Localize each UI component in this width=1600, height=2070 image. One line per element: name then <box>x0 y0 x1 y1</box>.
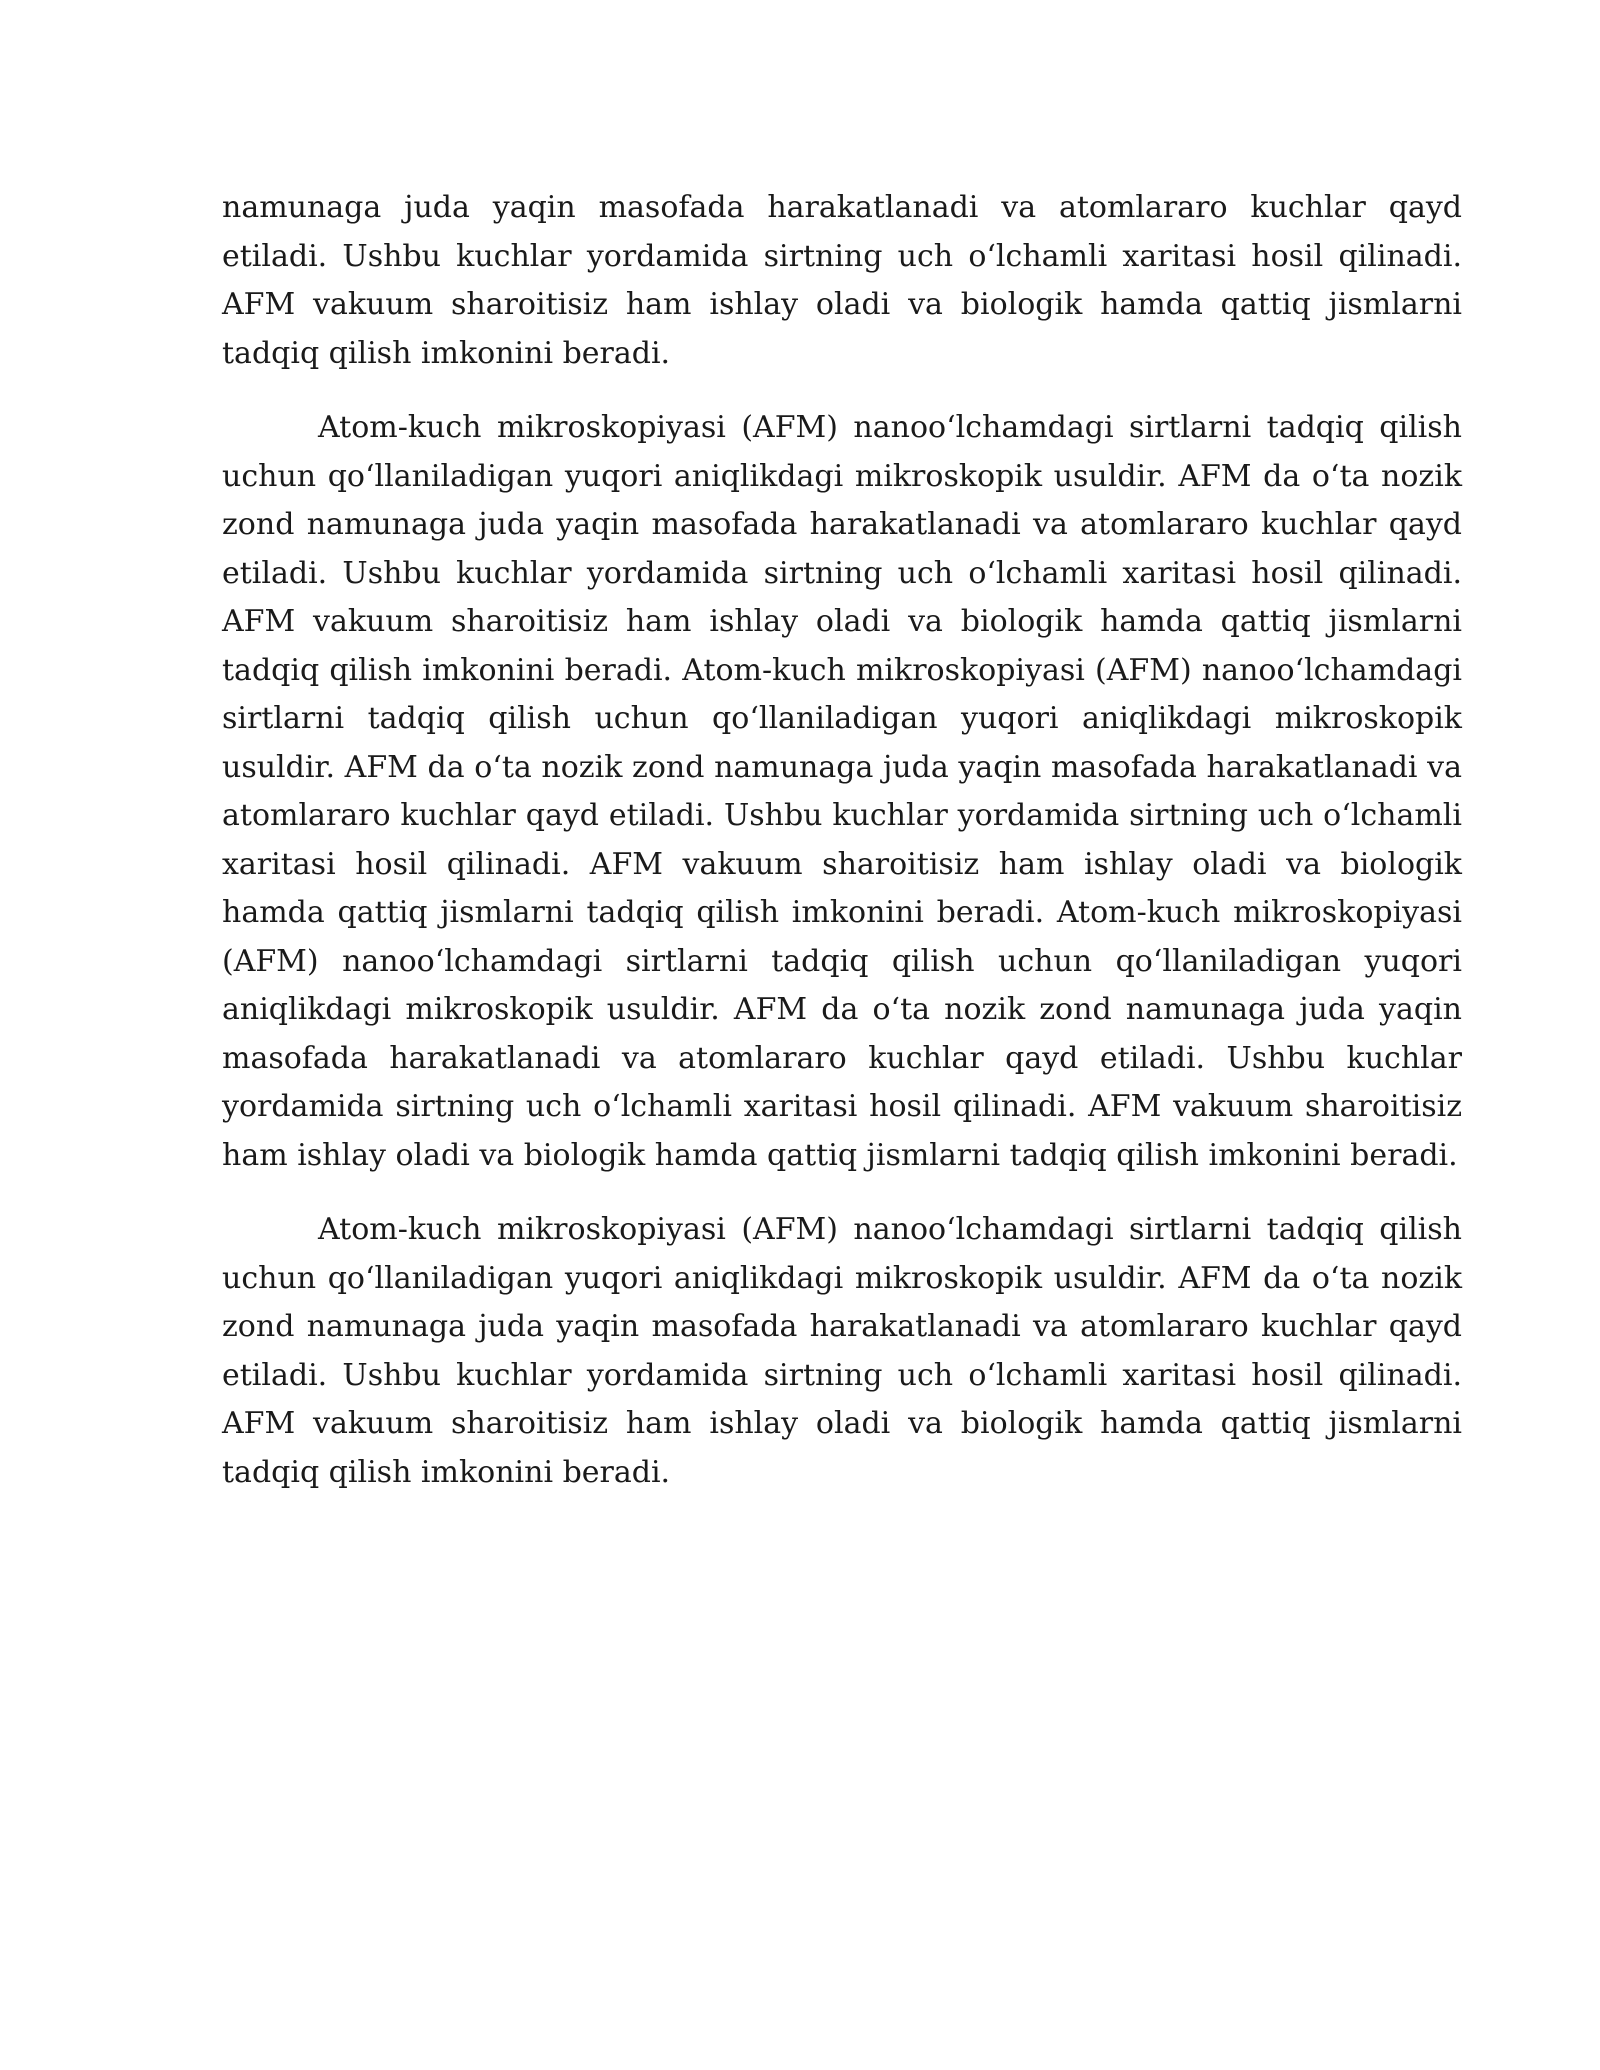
paragraph-2: Atom-kuch mikroskopiyasi (AFM) nanoo‘lchamdagi sirtlarni tadqiq qilish uchun qo‘llaniladigan yuqori aniqlikdagi mikroskopik usuldir. AFM da o‘ta nozik zond namunaga juda yaqin masofada harakatlanadi va atomlararo kuchlar qayd etiladi. Ushbu kuchlar yordamida sirtning uch o‘lchamli xaritasi hosil qilinadi. AFM vakuum sharoitisiz ham ishlay oladi va biologik hamda qattiq jismlarni tadqiq qilish imkonini beradi. Atom-kuch mikroskopiyasi (AFM) nanoo‘lchamdagi sirtlarni tadqiq qilish uchun qo‘llaniladigan yuqori aniqlikdagi mikroskopik usuldir. AFM da o‘ta nozik zond namunaga juda yaqin masofada harakatlanadi va atomlararo kuchlar qayd etiladi. Ushbu kuchlar yordamida sirtning uch o‘lchamli xaritasi hosil qilinadi. AFM vakuum sharoitisiz ham ishlay oladi va biologik hamda qattiq jismlarni tadqiq qilish imkonini beradi. Atom-kuch mikroskopiyasi (AFM) nanoo‘lchamdagi sirtlarni tadqiq qilish uchun qo‘llaniladigan yuqori aniqlikdagi mikroskopik usuldir. AFM da o‘ta nozik zond namunaga juda yaqin masofada harakatlanadi va atomlararo kuchlar qayd etiladi. Ushbu kuchlar yordamida sirtning uch o‘lchamli xaritasi hosil qilinadi. AFM vakuum sharoitisiz ham ishlay oladi va biologik hamda qattiq jismlarni tadqiq qilish imkonini beradi. <box>222 410 1462 1173</box>
document-body <box>222 184 1462 1523</box>
paragraph-3: Atom-kuch mikroskopiyasi (AFM) nanoo‘lchamdagi sirtlarni tadqiq qilish uchun qo‘llaniladigan yuqori aniqlikdagi mikroskopik usuldir. AFM da o‘ta nozik zond namunaga juda yaqin masofada harakatlanadi va atomlararo kuchlar qayd etiladi. Ushbu kuchlar yordamida sirtning uch o‘lchamli xaritasi hosil qilinadi. AFM vakuum sharoitisiz ham ishlay oladi va biologik hamda qattiq jismlarni tadqiq qilish imkonini beradi. <box>222 1212 1462 1490</box>
paragraph-1: namunaga juda yaqin masofada harakatlanadi va atomlararo kuchlar qayd etiladi. Ushbu kuchlar yordamida sirtning uch o‘lchamli xaritasi hosil qilinadi. AFM vakuum sharoitisiz ham ishlay oladi va biologik hamda qattiq jismlarni tadqiq qilish imkonini beradi. <box>222 190 1462 371</box>
